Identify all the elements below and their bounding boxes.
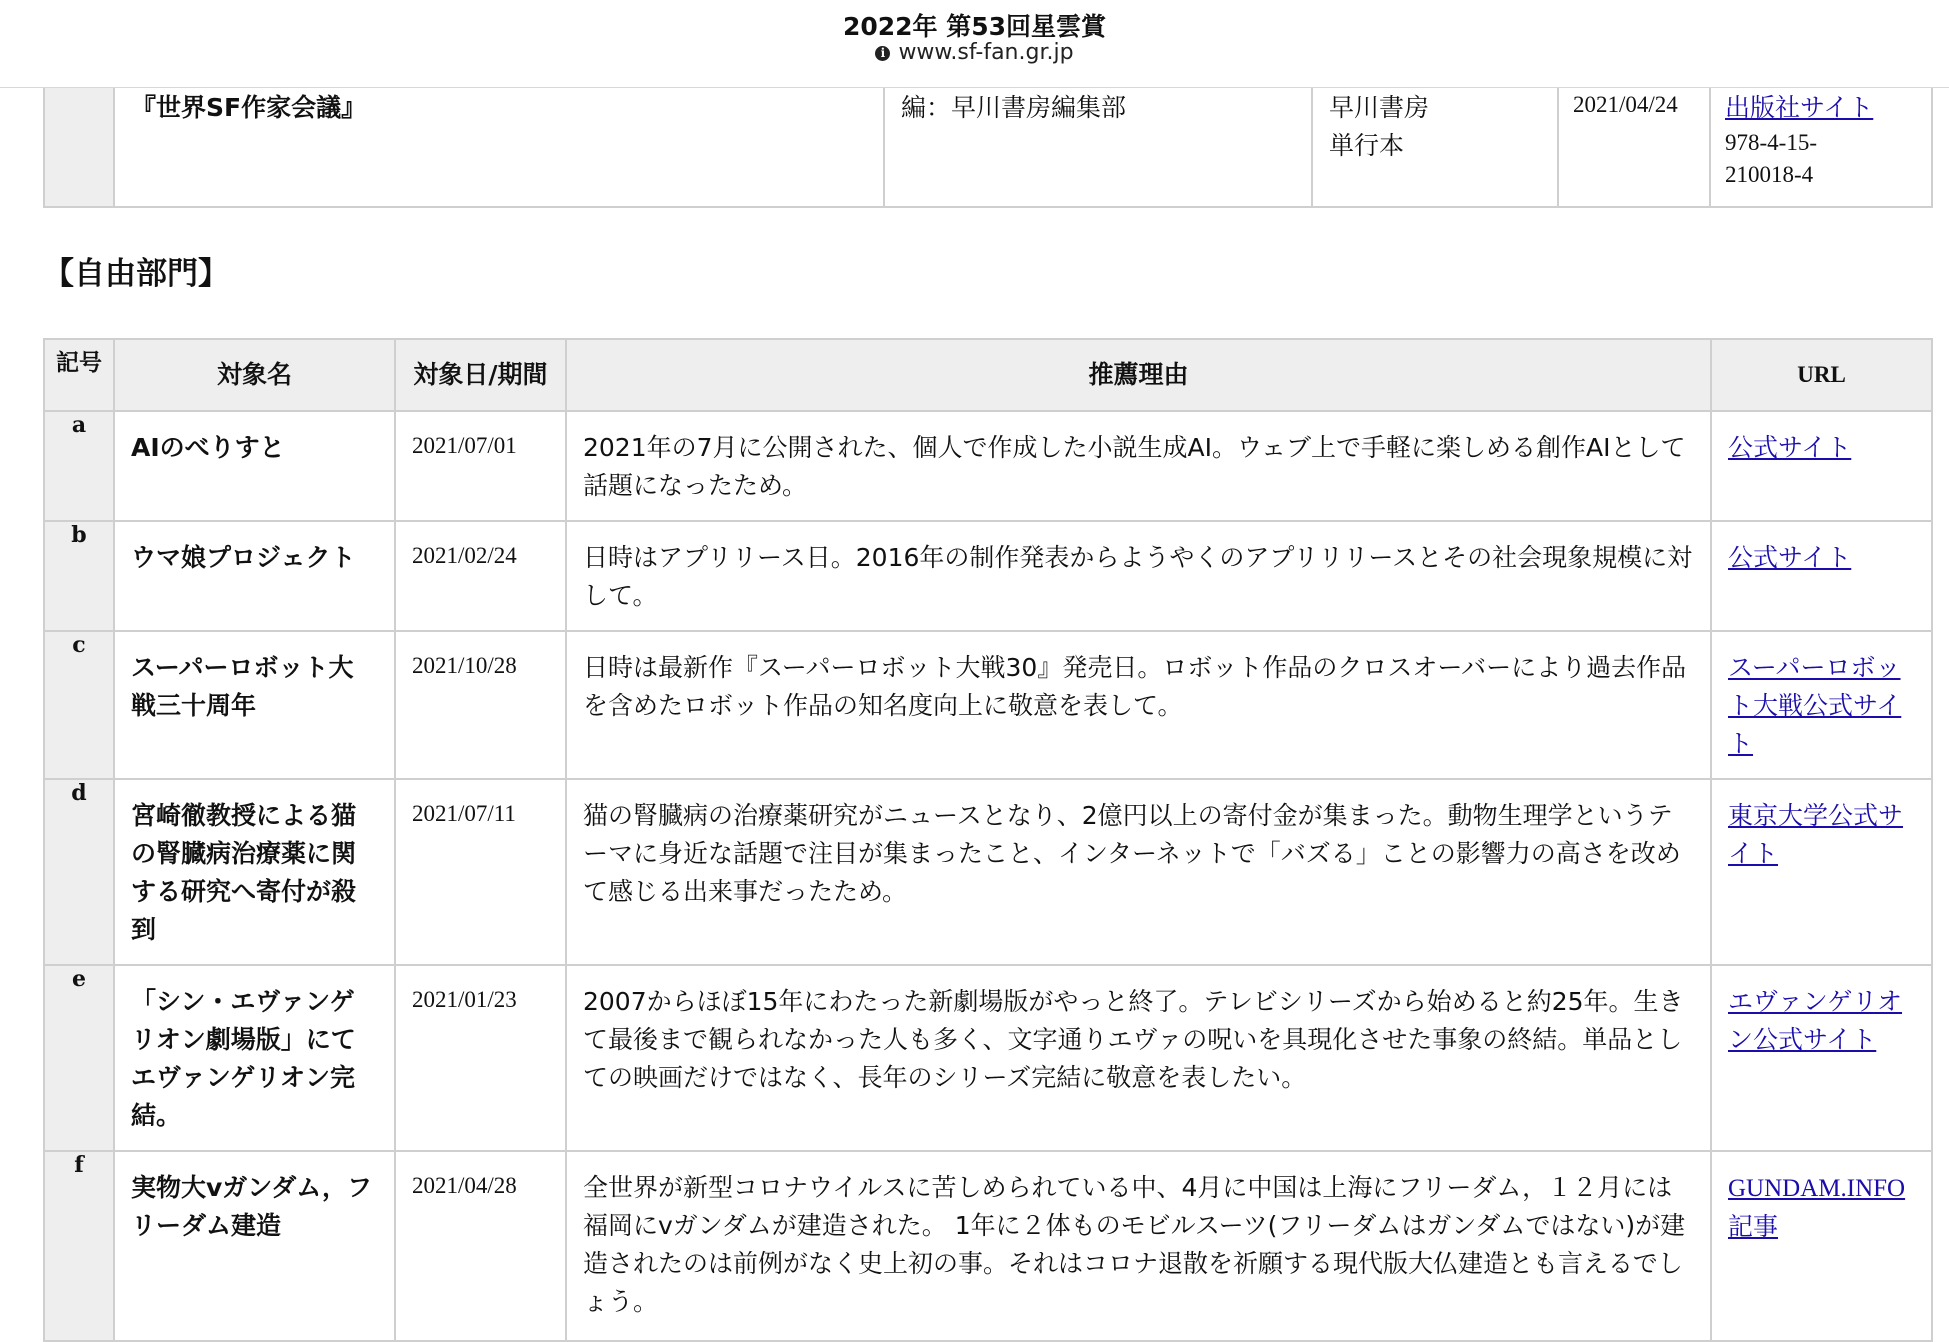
entry-date: 2021/07/11: [395, 779, 566, 965]
entry-reason: 日時は最新作『スーパーロボット大戦30』発売日。ロボット作品のクロスオーバーにより過去作品を含めたロボット作品の知名度向上に敬意を表して。: [566, 631, 1711, 779]
section-heading: 【自由部門】: [43, 256, 229, 292]
entry-url-cell: [1711, 521, 1932, 631]
entry-url-cell: [1711, 411, 1932, 521]
table-row: [44, 779, 1932, 965]
official-site-link[interactable]: 公式サイト: [1728, 543, 1852, 572]
entry-url-cell: [1711, 631, 1932, 779]
table-row: [44, 521, 1932, 631]
entry-name: 「シン・エヴァンゲリオン劇場版」にてエヴァンゲリオン完結。: [114, 965, 395, 1151]
official-site-link[interactable]: 公式サイト: [1728, 433, 1852, 462]
entry-name: ウマ娘プロジェクト: [114, 521, 395, 631]
isbn-line-2: 210018-4: [1725, 162, 1814, 187]
table-row: [44, 411, 1932, 521]
entry-name: AIのべりすと: [114, 411, 395, 521]
site-url-bar[interactable]: [0, 40, 1949, 65]
row-mark: a: [44, 411, 114, 521]
university-of-tokyo-site-link[interactable]: 東京大学公式サイト: [1728, 801, 1904, 868]
book-title: 『世界SF作家会議』: [114, 61, 884, 207]
row-mark: f: [44, 1151, 114, 1341]
entry-url-cell: [1711, 965, 1932, 1151]
entry-reason: 猫の腎臓病の治療薬研究がニュースとなり、2億円以上の寄付金が集まった。動物生理学というテーマに身近な話題で注目が集まったこと、インターネットで「バズる」ことの影響力の高さを改めて感じる出来事だったため。: [566, 779, 1711, 965]
entry-date: 2021/07/01: [395, 411, 566, 521]
book-date: 2021/04/24: [1558, 61, 1710, 207]
row-mark: e: [44, 965, 114, 1151]
browser-top-bar: [0, 0, 1949, 88]
entry-name: 宮崎徹教授による猫の腎臓病治療薬に関する研究へ寄付が殺到: [114, 779, 395, 965]
header-url: URL: [1711, 339, 1932, 411]
header-date: 対象日/期間: [395, 339, 566, 411]
entry-url-cell: [1711, 1151, 1932, 1341]
table-row: [44, 1151, 1932, 1341]
page-title: 2022年 第53回星雲賞: [842, 12, 1107, 41]
entry-reason: 日時はアプリリース日。2016年の制作発表からようやくのアプリリリースとその社会現象規模に対して。: [566, 521, 1711, 631]
entry-name: スーパーロボット大戦三十周年: [114, 631, 395, 779]
entry-date: 2021/02/24: [395, 521, 566, 631]
table-row: [44, 965, 1932, 1151]
entry-name: 実物大vガンダム，フリーダム建造: [114, 1151, 395, 1341]
row-mark: d: [44, 779, 114, 965]
publisher-name: 早川書房: [1329, 93, 1430, 122]
entry-date: 2021/10/28: [395, 631, 566, 779]
evangelion-site-link[interactable]: エヴァンゲリオン公式サイト: [1728, 987, 1903, 1054]
table-header-row: [44, 339, 1932, 411]
entry-reason: 2007からほぼ15年にわたった新劇場版がやっと終了。テレビシリーズから始めると約25年。生きて最後まで観られなかった人も多く、文字通りエヴァの呪いを具現化させた事象の終結。単品としての映画だけではなく、長年のシリーズ完結に敬意を表したい。: [566, 965, 1711, 1151]
publication-format: 単行本: [1329, 131, 1405, 160]
info-icon[interactable]: i: [875, 46, 890, 61]
isbn-line-1: 978-4-15-: [1725, 130, 1817, 155]
entry-date: 2021/04/28: [395, 1151, 566, 1341]
header-name: 対象名: [114, 339, 395, 411]
header-reason: 推薦理由: [566, 339, 1711, 411]
row-mark: b: [44, 521, 114, 631]
entry-reason: 2021年の7月に公開された、個人で作成した小説生成AI。ウェブ上で手軽に楽しめる創作AIとして話題になったため。: [566, 411, 1711, 521]
super-robot-wars-site-link[interactable]: スーパーロボット大戦公式サイト: [1728, 653, 1902, 758]
free-category-table: [43, 338, 1933, 1342]
row-mark: c: [44, 631, 114, 779]
gundam-info-article-link[interactable]: GUNDAM.INFO記事: [1728, 1175, 1906, 1241]
entry-reason: 全世界が新型コロナウイルスに苦しめられている中、4月に中国は上海にフリーダム，１２月には福岡にvガンダムが建造された。 1年に２体ものモビルスーツ(フリーダムはガンダムではない)が建造されたのは前例がなく史上初の事。それはコロナ退散を祈願する現代版大仏建造とも言えるでしょう。: [566, 1151, 1711, 1341]
publisher-site-link[interactable]: 出版社サイト: [1725, 93, 1874, 122]
table-row: [44, 631, 1932, 779]
entry-date: 2021/01/23: [395, 965, 566, 1151]
site-url: www.sf-fan.gr.jp: [898, 40, 1074, 65]
book-author: 編：早川書房編集部: [884, 61, 1312, 207]
header-mark: 記号: [44, 339, 114, 411]
entry-url-cell: [1711, 779, 1932, 965]
